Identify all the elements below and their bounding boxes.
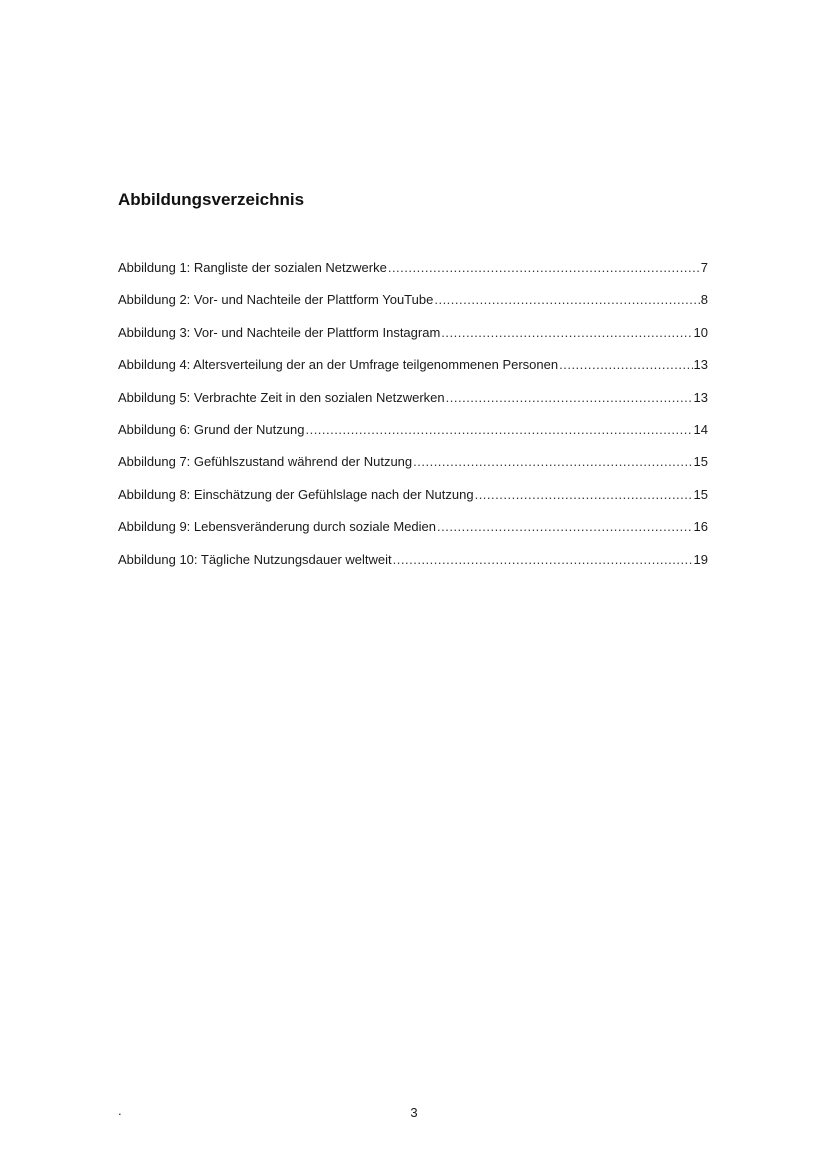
toc-dot-leader xyxy=(305,420,692,440)
toc-dot-leader xyxy=(475,485,693,505)
toc-entry-title: Abbildung 7: Gefühlszustand während der Nutzung xyxy=(118,454,413,470)
figure-index-list xyxy=(118,258,708,582)
toc-entry-page: 14 xyxy=(693,421,708,437)
toc-entry-title: Abbildung 4: Altersverteilung der an der Umfrage teilgenommenen Personen xyxy=(118,357,559,373)
toc-entry-page: 15 xyxy=(693,486,708,502)
toc-dot-leader xyxy=(413,452,692,472)
toc-dot-leader xyxy=(393,550,693,570)
toc-entry-page: 8 xyxy=(700,292,708,308)
toc-entry[interactable] xyxy=(118,550,708,582)
toc-entry-title: Abbildung 2: Vor- und Nachteile der Plattform YouTube xyxy=(118,292,434,308)
toc-entry-page: 10 xyxy=(693,324,708,340)
toc-entry-page: 19 xyxy=(693,551,708,567)
toc-entry-title: Abbildung 1: Rangliste der sozialen Netzwerke xyxy=(118,260,387,275)
toc-entry[interactable] xyxy=(118,323,708,355)
toc-entry[interactable] xyxy=(118,258,708,290)
page-number: 3 xyxy=(410,1105,418,1120)
toc-entry[interactable] xyxy=(118,420,708,452)
toc-dot-leader xyxy=(441,323,692,343)
toc-entry[interactable] xyxy=(118,452,708,484)
toc-entry[interactable] xyxy=(118,517,708,549)
toc-entry[interactable] xyxy=(118,485,708,517)
footer-mark: . xyxy=(118,1103,122,1118)
toc-dot-leader xyxy=(434,290,699,310)
toc-entry[interactable] xyxy=(118,290,708,322)
toc-dot-leader xyxy=(446,388,693,408)
toc-entry-page: 15 xyxy=(693,454,708,470)
toc-entry-title: Abbildung 10: Tägliche Nutzungsdauer weltweit xyxy=(118,551,392,567)
page-heading: Abbildungsverzeichnis xyxy=(118,190,305,209)
toc-entry-page: 13 xyxy=(693,357,708,373)
toc-entry-page: 16 xyxy=(693,519,708,535)
toc-entry[interactable] xyxy=(118,355,708,387)
toc-entry-title: Abbildung 8: Einschätzung der Gefühlslage nach der Nutzung xyxy=(118,486,474,502)
toc-dot-leader xyxy=(388,258,700,278)
toc-entry-title: Abbildung 5: Verbrachte Zeit in den sozialen Netzwerken xyxy=(118,389,445,405)
toc-entry-page: 7 xyxy=(700,260,708,275)
toc-entry-title: Abbildung 9: Lebensveränderung durch soziale Medien xyxy=(118,519,436,535)
toc-dot-leader xyxy=(559,355,692,375)
toc-entry-title: Abbildung 6: Grund der Nutzung xyxy=(118,421,305,437)
toc-dot-leader xyxy=(437,517,693,537)
toc-entry-page: 13 xyxy=(693,389,708,405)
toc-entry[interactable] xyxy=(118,388,708,420)
toc-entry-title: Abbildung 3: Vor- und Nachteile der Plattform Instagram xyxy=(118,324,441,340)
